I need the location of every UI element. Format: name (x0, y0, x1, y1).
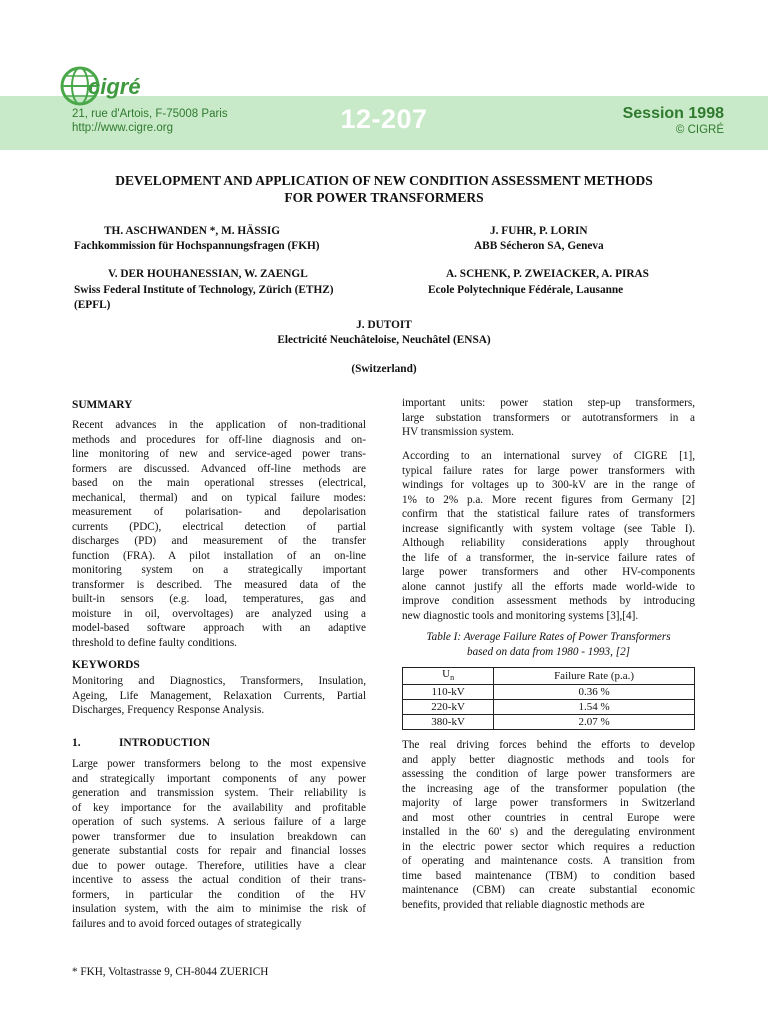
table-caption (402, 630, 695, 660)
text-line: Ageing, Life Management, Relaxation Currents, Partial (72, 689, 366, 702)
text-line: benefits, provided that reliable diagnostic methods are (402, 898, 645, 911)
table-header-row (403, 668, 695, 685)
author-group-2-names: J. FUHR, P. LORIN (490, 225, 588, 237)
paper-number: 12-207 (340, 104, 428, 134)
summary-heading: SUMMARY (72, 399, 133, 411)
text-line: function (FRA). A pilot installation of an on-line (72, 549, 366, 562)
keywords-heading: KEYWORDS (72, 659, 140, 671)
author-group-5-names: J. DUTOIT (356, 319, 412, 331)
text-line: failures and to avoid forced outages of strategically (72, 917, 302, 930)
text-line: According to an international survey of CIGRE [1], (402, 450, 695, 462)
text-line: transformer is described. The measured data of the (72, 578, 366, 591)
text-line: increase significantly with system voltage (see Table I). (402, 522, 695, 535)
author-group-4-affiliation: Ecole Polytechnique Fédérale, Lausanne (428, 284, 624, 296)
keywords-text (72, 674, 366, 718)
text-line: new diagnostic tools and monitoring systems [3],[4]. (402, 609, 639, 622)
copyright-label: © CIGRÉ (675, 124, 724, 136)
text-line: line monitoring of new and service-aged power trans- (72, 448, 366, 460)
text-line: moisture in oil, overvoltages) are analyzed using a (72, 607, 366, 620)
text-line: alone cannot justify all the efforts made world-wide to (402, 580, 695, 593)
right-paragraph-3 (402, 738, 695, 912)
text-line: incentive to assess the actual condition of their trans- (72, 874, 366, 886)
text-line: measurement of polarisation- and depolarisation (72, 506, 366, 518)
text-line: HV transmission system. (402, 426, 514, 438)
text-line: Monitoring and Diagnostics, Transformers, Insulation, (72, 675, 366, 687)
text-line: typical failure rates for large power transformers with (402, 464, 695, 477)
text-line: methods and procedures for off-line diagnosis and on- (72, 433, 366, 446)
table-header-failure-rate: Failure Rate (p.a.) (494, 668, 695, 685)
text-line: threshold to define faulty conditions. (72, 636, 237, 649)
text-line: Although reliability considerations apply throughout (402, 537, 695, 549)
text-line: generation and transmission system. Their reliability is (72, 787, 366, 799)
text-line: confirm that the statistical failure rates of transformers (402, 508, 695, 520)
text-line: installed in the 60' s) and the deregulating environment (402, 826, 695, 838)
table-cell-failure-rate: 0.36 % (494, 685, 695, 700)
text-line: insulation system, with the aim to minimise the risk of (72, 903, 366, 915)
text-line: formers are discussed. Advanced off-line methods are (72, 462, 366, 475)
text-line: operation of such systems. A serious failure of a large (72, 816, 366, 828)
author-group-3-affiliation: Swiss Federal Institute of Technology, Zürich (ETHZ) (74, 284, 334, 296)
text-line: maintenance (CBM) can create substantial economic (402, 884, 695, 896)
right-paragraph-1 (402, 396, 695, 440)
author-group-5-affiliation: Electricité Neuchâteloise, Neuchâtel (ENSA) (277, 334, 491, 346)
text-line: generate substantial costs for repair and financial losses (72, 845, 366, 857)
address-line-2[interactable]: http://www.cigre.org (72, 122, 173, 134)
text-line: important units: power station step-up transformers, (402, 397, 695, 409)
text-line: built-in sensors (e.g. load, temperatures, gas and (72, 593, 366, 605)
text-line: in the electric power sector which requires a reduction (402, 840, 695, 853)
text-line: Large power transformers belong to the most expensive (72, 758, 366, 770)
author-group-3-names: V. DER HOUHANESSIAN, W. ZAENGL (108, 268, 308, 280)
text-line: windings for voltages up to 300-kV are in the range of (402, 479, 695, 491)
author-group-4-names: A. SCHENK, P. ZWEIACKER, A. PIRAS (446, 268, 649, 280)
session-label: Session 1998 (622, 105, 724, 122)
table-caption-line-1: Table I: Average Failure Rates of Power Transformers (426, 631, 671, 643)
author-group-1-names: TH. ASCHWANDEN *, M. HÄSSIG (104, 225, 281, 237)
table-caption-line-2: based on data from 1980 - 1993, [2] (466, 646, 631, 658)
summary-text (72, 418, 366, 650)
table-header-voltage: $U_n$ (403, 668, 494, 685)
table-row (403, 685, 695, 700)
intro-text (72, 757, 366, 931)
text-line: large power transformers and other HV-components (402, 566, 695, 578)
failure-rate-table (402, 667, 695, 730)
title-line-1: DEVELOPMENT AND APPLICATION OF NEW CONDITION ASSESSMENT METHODS (115, 173, 653, 188)
text-line: large substation transformers or autotransformers in a (402, 411, 695, 424)
text-line: Recent advances in the application of non-traditional (72, 419, 366, 431)
text-line: due to power outage. Therefore, utilities have a clear (72, 859, 366, 872)
table-cell-failure-rate: 1.54 % (494, 700, 695, 715)
text-line: The real driving forces behind the efforts to develop (402, 739, 695, 751)
text-line: formers, in particular the condition of the HV (72, 888, 366, 901)
country-label: (Switzerland) (351, 363, 417, 375)
right-paragraph-2 (402, 449, 695, 623)
author-group-3-affiliation-2: (EPFL) (74, 299, 111, 311)
text-line: assessing the condition of large power transformers are (402, 768, 695, 780)
text-line: of operating and maintenance costs. A transition from (402, 855, 695, 867)
text-line: power transformer due to insulation breakdown can (72, 830, 366, 843)
text-line: time based maintenance (TBM) to condition based (402, 869, 695, 882)
text-line: 1% to 2% p.a. More recent figures from Germany [2] (402, 493, 695, 506)
intro-heading: INTRODUCTION (119, 737, 211, 749)
text-line: mechanical, thermal) and on typical failure modes: (72, 491, 366, 504)
text-line: improve condition assessment methods by introducing (402, 595, 695, 607)
text-line: model-based software approach with an adaptive (72, 622, 366, 634)
text-line: discharges (PD) and measurement of the transfer (72, 535, 366, 547)
table-row (403, 715, 695, 730)
text-line: majority of large power transformers in Switzerland (402, 797, 695, 809)
author-group-2-affiliation: ABB Sécheron SA, Geneva (474, 240, 604, 252)
intro-number: 1. (72, 737, 81, 749)
text-line: and apply better diagnostic methods and tools for (402, 753, 695, 766)
text-line: and strategically important components of any power (72, 772, 366, 785)
paper-title (0, 172, 768, 206)
text-line: currents (PDC), electrical detection of partial (72, 520, 366, 533)
logo-text: cigré (88, 74, 141, 99)
text-line: monitoring system on a strategically important (72, 564, 366, 576)
table-cell-voltage: 110-kV (403, 685, 494, 700)
table-row (403, 700, 695, 715)
table-cell-voltage: 220-kV (403, 700, 494, 715)
table-cell-voltage: 380-kV (403, 715, 494, 730)
footnote: * FKH, Voltastrasse 9, CH-8044 ZUERICH (72, 966, 269, 978)
address-line-1: 21, rue d'Artois, F-75008 Paris (72, 108, 228, 120)
text-line: the increasing age of the transformer population (the (402, 782, 695, 795)
text-line: and most other countries in central Europe were (402, 811, 695, 824)
text-line: Discharges, Frequency Response Analysis. (72, 704, 265, 716)
text-line: based on the main operational stresses (electrical, (72, 477, 366, 489)
text-line: of key importance for the availability and profitable (72, 801, 366, 814)
author-group-1-affiliation: Fachkommission für Hochspannungsfragen (FKH) (74, 240, 320, 252)
text-line: the life of a transformer, the in-service failure rates of (402, 551, 695, 564)
title-line-2: FOR POWER TRANSFORMERS (284, 190, 484, 205)
table-cell-failure-rate: 2.07 % (494, 715, 695, 730)
